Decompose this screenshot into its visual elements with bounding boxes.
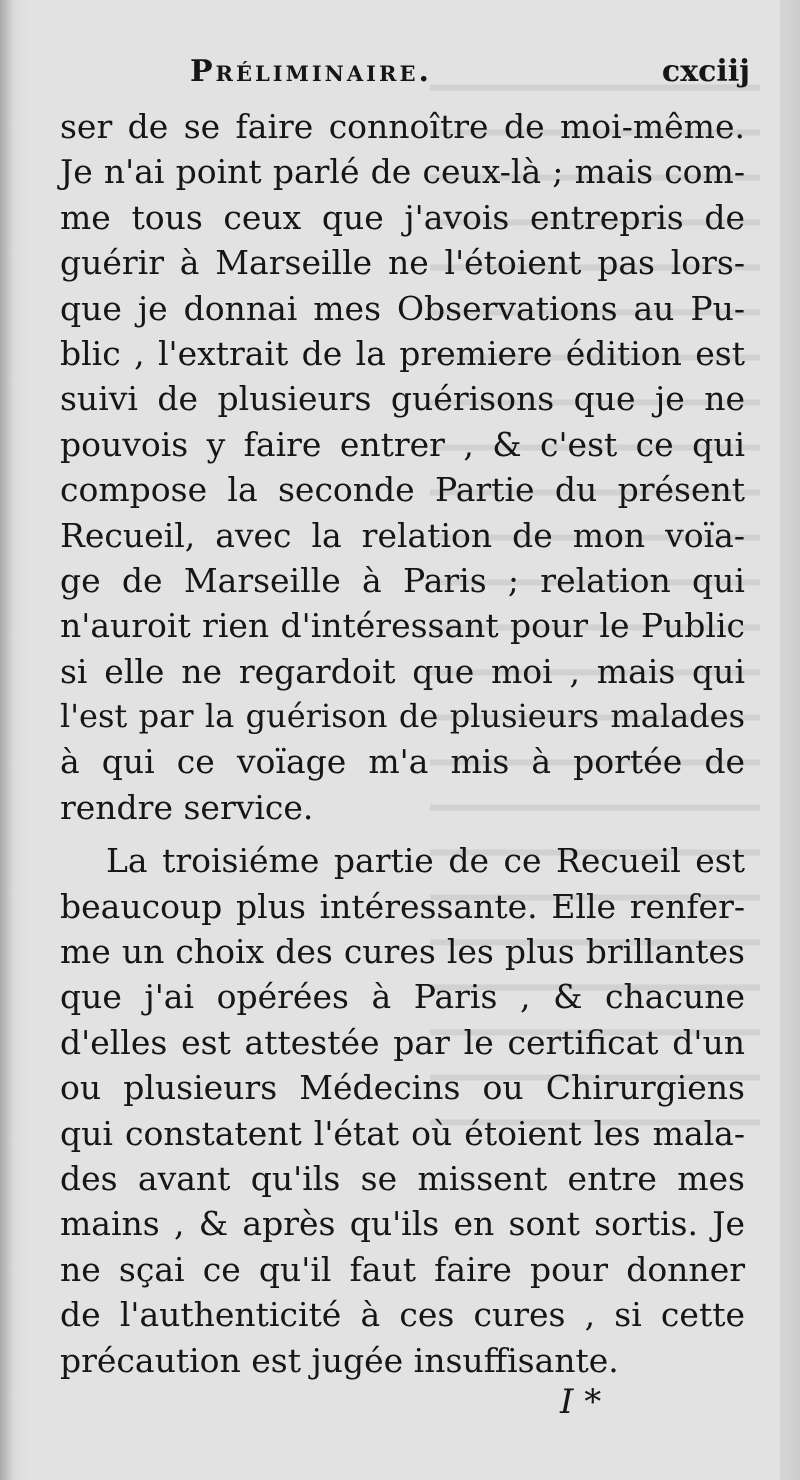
text-line: Recueil, avec la relation de mon voïa- xyxy=(60,515,745,555)
text-line: que j'ai opérées à Paris , & chacune xyxy=(60,977,745,1017)
text-line: à qui ce voïage m'a mis à portée de xyxy=(60,742,745,782)
text-line: ou plusieurs Médecins ou Chirurgiens xyxy=(60,1068,745,1108)
text-line: me tous ceux que j'avois entrepris de xyxy=(60,197,745,237)
text-line: Je n'ai point parlé de ceux-là ; mais com- xyxy=(60,152,745,192)
body-text xyxy=(60,104,745,1383)
text-line: ser de se faire connoître de moi-même. xyxy=(60,107,745,146)
text-line: que je donnai mes Observations au Pu- xyxy=(60,288,745,328)
text-line: me un choix des cures les plus brillantes xyxy=(60,932,745,972)
text-line: rendre service. xyxy=(60,787,314,827)
page-header xyxy=(190,52,750,98)
text-line: pouvois y faire entrer , & c'est ce qui xyxy=(60,424,745,464)
text-line: si elle ne regardoit que moi , mais qui xyxy=(60,651,745,691)
paragraph-gap xyxy=(60,830,745,838)
text-line: compose la seconde Partie du présent xyxy=(60,470,745,510)
text-line: n'auroit rien d'intéressant pour le Public xyxy=(60,606,745,646)
text-line: de l'authenticité à ces cures , si cette xyxy=(60,1295,745,1335)
page-number: cxciij xyxy=(661,54,750,89)
text-line: qui constatent l'état où étoient les mala- xyxy=(60,1113,745,1153)
text-line: blic , l'extrait de la premiere édition est xyxy=(60,333,745,373)
text-line: beaucoup plus intéressante. Elle renfer- xyxy=(60,886,745,926)
paragraph-2 xyxy=(60,838,745,1383)
text-line: ne sçai ce qu'il faut faire pour donner xyxy=(60,1249,745,1289)
text-line: précaution est jugée insuffisante. xyxy=(60,1340,619,1380)
text-line: des avant qu'ils se missent entre mes xyxy=(60,1158,745,1198)
text-line: ge de Marseille à Paris ; relation qui xyxy=(60,560,745,600)
text-line: suivi de plusieurs guérisons que je ne xyxy=(60,379,745,419)
text-line: d'elles est attestée par le certificat d'un xyxy=(60,1022,745,1062)
text-line: mains , & après qu'ils en sont sortis. Je xyxy=(60,1204,745,1244)
text-line: guérir à Marseille ne l'étoient pas lors- xyxy=(60,243,745,283)
signature-mark: I * xyxy=(560,1382,602,1422)
running-title: Préliminaire. xyxy=(190,54,432,89)
text-line: l'est par la guérison de plusieurs malades xyxy=(60,697,745,736)
text-line: La troisiéme partie de ce Recueil est xyxy=(106,841,745,881)
paragraph-1 xyxy=(60,104,745,830)
